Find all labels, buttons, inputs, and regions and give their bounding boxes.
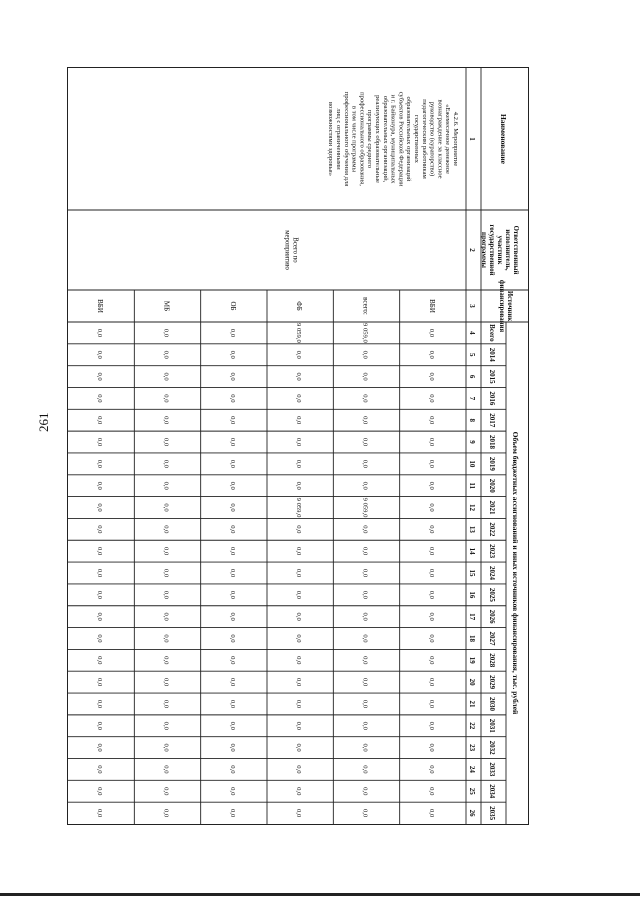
row-value: 0,0 bbox=[162, 765, 170, 774]
event-name: вознаграждение за классное bbox=[436, 99, 444, 179]
row-value: 0,0 bbox=[162, 678, 170, 687]
row-value: 0,0 bbox=[295, 547, 303, 556]
row-value: 0,0 bbox=[427, 656, 435, 665]
row-value: 0,0 bbox=[361, 568, 369, 578]
row-value: 0,0 bbox=[162, 612, 170, 621]
row-value: 0,0 bbox=[295, 590, 303, 599]
row-value: 0,0 bbox=[228, 503, 236, 512]
row-value: 0,0 bbox=[162, 699, 170, 709]
event-name: «Ежемесячное денежное bbox=[444, 104, 452, 174]
row-value: 0,0 bbox=[361, 699, 369, 709]
row-value: 0,0 bbox=[162, 568, 170, 578]
row-value: 0,0 bbox=[96, 743, 104, 752]
row-value: 0,0 bbox=[96, 525, 104, 534]
row-value: 0,0 bbox=[228, 656, 236, 665]
event-name: руководство (кураторство) bbox=[428, 101, 436, 177]
row-value: 0,0 bbox=[295, 437, 303, 447]
row-value: 0,0 bbox=[295, 787, 303, 796]
row-value: 0,0 bbox=[96, 699, 104, 709]
row-value: 0,0 bbox=[361, 394, 369, 403]
row-value: 0,0 bbox=[162, 590, 170, 599]
row-value: 0,0 bbox=[361, 612, 369, 621]
year-2015: 2015 bbox=[488, 369, 496, 384]
column-number-10: 10 bbox=[468, 460, 476, 468]
row-value: 0,0 bbox=[96, 350, 104, 359]
row-value: 0,0 bbox=[96, 787, 104, 796]
row-value: 0,0 bbox=[162, 656, 170, 665]
year-2018: 2018 bbox=[488, 435, 496, 450]
header-volume: Объем бюджетных ассигнований и иных источников финансирования, тыс. рублей bbox=[511, 431, 520, 715]
row-value: 0,0 bbox=[96, 437, 104, 447]
row-value: 0,0 bbox=[162, 547, 170, 556]
column-number-19: 19 bbox=[468, 656, 476, 664]
row-value: 0,0 bbox=[228, 699, 236, 709]
column-number-2: 2 bbox=[468, 248, 476, 252]
row-value: 0,0 bbox=[427, 787, 435, 796]
row-value: 0,0 bbox=[162, 372, 170, 381]
row-value: 0,0 bbox=[228, 743, 236, 752]
header-responsible: участник bbox=[496, 235, 503, 265]
row-value: 0,0 bbox=[427, 547, 435, 556]
row-value: 0,0 bbox=[96, 459, 104, 468]
year-2016: 2016 bbox=[488, 391, 496, 406]
row-source: всего: bbox=[361, 297, 370, 315]
column-number-20: 20 bbox=[468, 678, 476, 686]
row-value: 0,0 bbox=[295, 656, 303, 665]
column-number-4: 4 bbox=[468, 331, 476, 335]
row-value: 0,0 bbox=[228, 437, 236, 447]
column-number-21: 21 bbox=[468, 700, 476, 708]
row-source: ВБИ bbox=[96, 299, 105, 313]
row-value: 0,0 bbox=[361, 765, 369, 774]
header-source: Источник bbox=[506, 290, 513, 322]
row-value: 0,0 bbox=[228, 328, 236, 338]
row-value: 0,0 bbox=[361, 459, 369, 468]
row-value: 0,0 bbox=[427, 394, 435, 403]
row-value: 0,0 bbox=[295, 678, 303, 687]
header-responsible: программы bbox=[480, 232, 487, 268]
budget-table bbox=[68, 68, 528, 824]
row-value: 0,0 bbox=[361, 416, 369, 425]
year-2014: 2014 bbox=[488, 347, 496, 362]
row-value: 0,0 bbox=[162, 721, 170, 730]
row-value: 0,0 bbox=[295, 568, 303, 578]
row-value: 0,0 bbox=[361, 481, 369, 490]
row-value: 0,0 bbox=[228, 590, 236, 599]
row-value: 0,0 bbox=[228, 678, 236, 687]
row-value: 0,0 bbox=[361, 656, 369, 665]
year-2017: 2017 bbox=[488, 413, 496, 428]
event-name: государственных bbox=[413, 115, 420, 163]
event-name: реализующих образовательные bbox=[374, 95, 381, 183]
row-value: 0,0 bbox=[361, 525, 369, 534]
row-source: МБ bbox=[162, 300, 171, 312]
year-2033: 2033 bbox=[488, 762, 496, 777]
row-source: ВБИ bbox=[427, 299, 436, 313]
row-value: 0,0 bbox=[96, 808, 104, 818]
year-2025: 2025 bbox=[488, 587, 496, 602]
column-number-17: 17 bbox=[468, 613, 476, 621]
row-value: 0,0 bbox=[96, 547, 104, 556]
row-value: 0,0 bbox=[427, 437, 435, 447]
column-number-16: 16 bbox=[468, 591, 476, 599]
column-number-8: 8 bbox=[468, 418, 476, 422]
event-name: педагогическим работникам bbox=[420, 99, 428, 179]
row-value: 9 059,0 bbox=[295, 497, 303, 518]
year-Всего: Всего bbox=[488, 324, 496, 342]
row-value: 0,0 bbox=[361, 437, 369, 447]
row-value: 9 059,0 bbox=[295, 323, 303, 343]
column-number-23: 23 bbox=[468, 744, 476, 752]
row-value: 0,0 bbox=[228, 765, 236, 774]
row-value: 0,0 bbox=[361, 743, 369, 752]
table-frame bbox=[68, 68, 528, 824]
row-value: 0,0 bbox=[295, 481, 303, 490]
row-value: 0,0 bbox=[96, 416, 104, 425]
column-number-12: 12 bbox=[468, 504, 476, 512]
event-name: субъектов Российской Федерации bbox=[397, 91, 405, 187]
row-value: 0,0 bbox=[228, 808, 236, 818]
event-name: в том числе программы bbox=[350, 105, 358, 173]
event-name: образовательных организаций bbox=[405, 96, 413, 182]
row-value: 0,0 bbox=[96, 481, 104, 490]
bottom-rule bbox=[0, 893, 640, 896]
year-2029: 2029 bbox=[488, 675, 496, 690]
row-value: 0,0 bbox=[162, 328, 170, 338]
event-total-label: мероприятию bbox=[283, 230, 291, 270]
row-value: 0,0 bbox=[427, 416, 435, 425]
row-value: 0,0 bbox=[427, 568, 435, 578]
row-value: 0,0 bbox=[427, 328, 435, 338]
row-value: 0,0 bbox=[162, 416, 170, 425]
row-value: 0,0 bbox=[295, 416, 303, 425]
row-value: 0,0 bbox=[361, 721, 369, 730]
row-value: 0,0 bbox=[162, 503, 170, 512]
header-responsible: государственной bbox=[488, 224, 495, 276]
row-value: 0,0 bbox=[96, 394, 104, 403]
column-number-9: 9 bbox=[468, 440, 476, 444]
row-value: 0,0 bbox=[427, 699, 435, 709]
row-value: 0,0 bbox=[162, 525, 170, 534]
column-number-14: 14 bbox=[468, 547, 476, 555]
row-value: 0,0 bbox=[96, 721, 104, 730]
row-value: 0,0 bbox=[295, 721, 303, 730]
year-2026: 2026 bbox=[488, 609, 496, 624]
year-2019: 2019 bbox=[488, 456, 496, 471]
row-value: 0,0 bbox=[361, 678, 369, 687]
event-name: образовательных организаций, bbox=[381, 95, 389, 183]
row-source: ОБ bbox=[228, 301, 237, 311]
column-number-6: 6 bbox=[468, 374, 476, 379]
row-value: 0,0 bbox=[228, 394, 236, 403]
year-2024: 2024 bbox=[488, 566, 496, 580]
column-number-26: 26 bbox=[468, 809, 476, 817]
row-value: 0,0 bbox=[361, 590, 369, 599]
row-value: 0,0 bbox=[228, 568, 236, 578]
row-value: 0,0 bbox=[427, 372, 435, 381]
row-value: 0,0 bbox=[361, 787, 369, 796]
row-value: 0,0 bbox=[96, 634, 104, 643]
row-value: 0,0 bbox=[228, 547, 236, 556]
row-value: 0,0 bbox=[361, 634, 369, 643]
column-number-15: 15 bbox=[468, 569, 476, 577]
row-value: 0,0 bbox=[427, 525, 435, 534]
event-name: 4.2.6. Мероприятие bbox=[452, 111, 459, 167]
year-2020: 2020 bbox=[488, 478, 496, 493]
row-value: 0,0 bbox=[228, 350, 236, 359]
year-2031: 2031 bbox=[488, 718, 496, 733]
row-value: 0,0 bbox=[96, 372, 104, 381]
header-source: финансирования bbox=[498, 279, 505, 333]
row-value: 0,0 bbox=[295, 808, 303, 818]
row-value: 0,0 bbox=[295, 350, 303, 359]
row-value: 0,0 bbox=[228, 372, 236, 381]
row-value: 0,0 bbox=[427, 808, 435, 818]
column-number-24: 24 bbox=[468, 765, 476, 773]
year-2030: 2030 bbox=[488, 696, 496, 711]
row-value: 0,0 bbox=[228, 787, 236, 796]
row-value: 0,0 bbox=[361, 372, 369, 381]
event-name: и г. Байконура, муниципальных bbox=[389, 94, 397, 184]
column-number-13: 13 bbox=[468, 525, 476, 533]
row-value: 0,0 bbox=[228, 459, 236, 468]
event-name: лиц с ограниченными bbox=[335, 108, 342, 170]
row-value: 0,0 bbox=[96, 568, 104, 578]
row-value: 0,0 bbox=[295, 394, 303, 403]
row-value: 0,0 bbox=[228, 634, 236, 643]
page-number: 261 bbox=[36, 412, 51, 432]
row-source: ФБ bbox=[295, 301, 304, 311]
row-value: 9 059,0 bbox=[361, 323, 369, 343]
year-2032: 2032 bbox=[488, 740, 496, 755]
year-2021: 2021 bbox=[488, 500, 496, 515]
row-value: 0,0 bbox=[295, 765, 303, 774]
row-value: 0,0 bbox=[295, 372, 303, 381]
row-value: 0,0 bbox=[295, 459, 303, 468]
row-value: 0,0 bbox=[427, 481, 435, 490]
row-value: 0,0 bbox=[361, 808, 369, 818]
year-2022: 2022 bbox=[488, 522, 496, 537]
column-number-5: 5 bbox=[468, 352, 476, 357]
event-total-label: Всего по bbox=[291, 237, 299, 263]
row-value: 0,0 bbox=[427, 503, 435, 512]
row-value: 0,0 bbox=[96, 590, 104, 599]
row-value: 0,0 bbox=[96, 765, 104, 774]
row-value: 0,0 bbox=[162, 350, 170, 359]
row-value: 0,0 bbox=[427, 612, 435, 621]
row-value: 0,0 bbox=[96, 678, 104, 687]
column-number-3: 3 bbox=[468, 304, 476, 308]
column-number-11: 11 bbox=[468, 482, 476, 490]
row-value: 0,0 bbox=[228, 481, 236, 490]
row-value: 0,0 bbox=[361, 350, 369, 359]
row-value: 0,0 bbox=[427, 743, 435, 752]
row-value: 0,0 bbox=[295, 634, 303, 643]
column-number-22: 22 bbox=[468, 722, 476, 730]
row-value: 0,0 bbox=[427, 721, 435, 730]
row-value: 0,0 bbox=[162, 634, 170, 643]
row-value: 0,0 bbox=[295, 525, 303, 534]
row-value: 0,0 bbox=[427, 590, 435, 599]
row-value: 0,0 bbox=[361, 547, 369, 556]
row-value: 0,0 bbox=[162, 808, 170, 818]
row-value: 0,0 bbox=[162, 394, 170, 403]
row-value: 0,0 bbox=[96, 328, 104, 338]
header-name: Наименование bbox=[499, 114, 508, 164]
row-value: 0,0 bbox=[427, 634, 435, 643]
row-value: 0,0 bbox=[162, 481, 170, 490]
row-value: 0,0 bbox=[162, 459, 170, 468]
row-value: 0,0 bbox=[427, 678, 435, 687]
row-value: 0,0 bbox=[96, 503, 104, 512]
header-responsible: исполнитель, bbox=[504, 229, 511, 271]
row-value: 0,0 bbox=[228, 612, 236, 621]
row-value: 0,0 bbox=[228, 721, 236, 730]
year-2028: 2028 bbox=[488, 653, 496, 668]
row-value: 0,0 bbox=[427, 350, 435, 359]
column-number-18: 18 bbox=[468, 634, 476, 642]
column-number-25: 25 bbox=[468, 787, 476, 795]
row-value: 0,0 bbox=[427, 765, 435, 774]
row-value: 0,0 bbox=[162, 787, 170, 796]
row-value: 0,0 bbox=[295, 699, 303, 709]
column-number-7: 7 bbox=[468, 396, 476, 401]
row-value: 0,0 bbox=[228, 525, 236, 534]
row-value: 0,0 bbox=[162, 437, 170, 447]
column-number-1: 1 bbox=[468, 137, 476, 141]
row-value: 0,0 bbox=[427, 459, 435, 468]
budget-table-rotated bbox=[67, 67, 529, 825]
year-2034: 2034 bbox=[488, 784, 496, 799]
event-name: профессионального образования, bbox=[358, 92, 366, 186]
row-value: 0,0 bbox=[295, 743, 303, 752]
row-value: 0,0 bbox=[96, 656, 104, 665]
header-responsible: Ответственный bbox=[512, 225, 519, 275]
event-name: возможностями здоровья» bbox=[327, 101, 335, 177]
event-name: программы среднего bbox=[366, 109, 374, 169]
row-value: 0,0 bbox=[96, 612, 104, 621]
row-value: 0,0 bbox=[295, 612, 303, 621]
year-2023: 2023 bbox=[488, 544, 496, 559]
row-value: 0,0 bbox=[228, 416, 236, 425]
row-value: 0,0 bbox=[162, 743, 170, 752]
year-2035: 2035 bbox=[488, 806, 496, 821]
event-name: профессионального обучения для bbox=[342, 91, 350, 187]
row-value: 9 059,0 bbox=[361, 497, 369, 518]
year-2027: 2027 bbox=[488, 631, 496, 646]
